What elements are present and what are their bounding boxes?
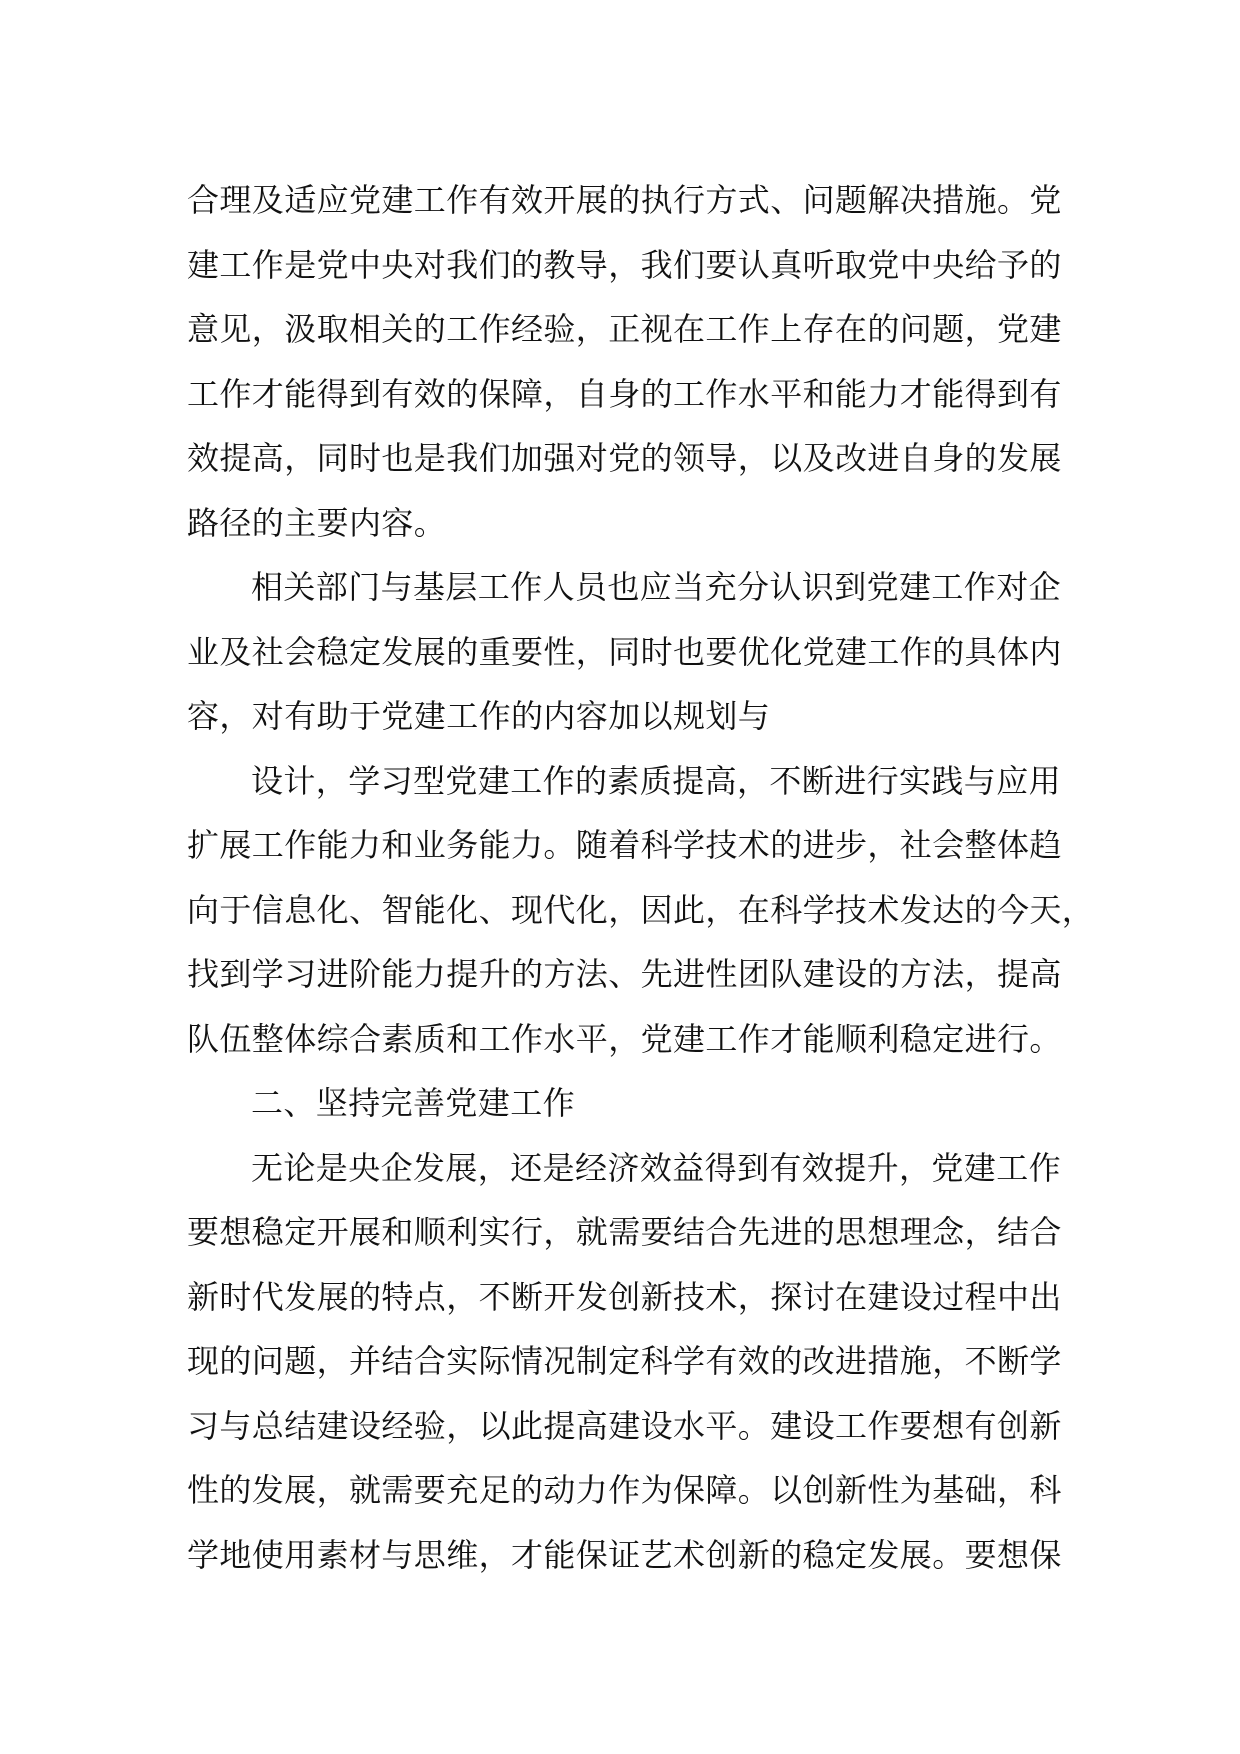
text-line: 性的发展，就需要充足的动力作为保障。以创新性为基础，科 [187, 1471, 1062, 1509]
text-line: 找到学习进阶能力提升的方法、先进性团队建设的方法，提高 [187, 955, 1062, 993]
text-line: 新时代发展的特点，不断开发创新技术，探讨在建设过程中出 [187, 1277, 1062, 1316]
text-line: 扩展工作能力和业务能力。随着科学技术的进步，社会整体趋 [187, 826, 1062, 864]
text-line: 要想稳定开展和顺利实行，就需要结合先进的思想理念，结合 [187, 1213, 1062, 1251]
text-line: 意见，汲取相关的工作经验，正视在工作上存在的问题，党建 [187, 310, 1062, 348]
text-line: 工作才能得到有效的保障，自身的工作水平和能力才能得到有 [187, 374, 1062, 413]
text-line: 习与总结建设经验，以此提高建设水平。建设工作要想有创新 [187, 1406, 1062, 1445]
text-line: 效提高，同时也是我们加强对党的领导，以及改进自身的发展 [187, 439, 1062, 477]
paragraph-first-line: 无论是央企发展，还是经济效益得到有效提升，党建工作 [251, 1148, 1062, 1187]
section-heading: 二、坚持完善党建工作 [251, 1084, 576, 1122]
paragraph-first-line: 相关部门与基层工作人员也应当充分认识到党建工作对企 [251, 568, 1062, 606]
text-line: 建工作是党中央对我们的教导，我们要认真听取党中央给予的 [187, 245, 1062, 284]
text-line: 现的问题，并结合实际情况制定科学有效的改进措施，不断学 [187, 1342, 1062, 1380]
text-line: 向于信息化、智能化、现代化，因此，在科学技术发达的今天， [187, 890, 1095, 929]
text-line: 学地使用素材与思维，才能保证艺术创新的稳定发展。要想保 [187, 1535, 1062, 1574]
document-body [187, 168, 1095, 1587]
paragraph-first-line: 设计，学习型党建工作的素质提高，不断进行实践与应用 [251, 761, 1062, 800]
text-line: 路径的主要内容。 [187, 503, 447, 542]
text-line: 容，对有助于党建工作的内容加以规划与 [187, 697, 771, 735]
text-line: 队伍整体综合素质和工作水平，党建工作才能顺利稳定进行。 [187, 1019, 1062, 1058]
text-line: 合理及适应党建工作有效开展的执行方式、问题解决措施。党 [187, 181, 1062, 219]
text-line: 业及社会稳定发展的重要性，同时也要优化党建工作的具体内 [187, 632, 1062, 671]
